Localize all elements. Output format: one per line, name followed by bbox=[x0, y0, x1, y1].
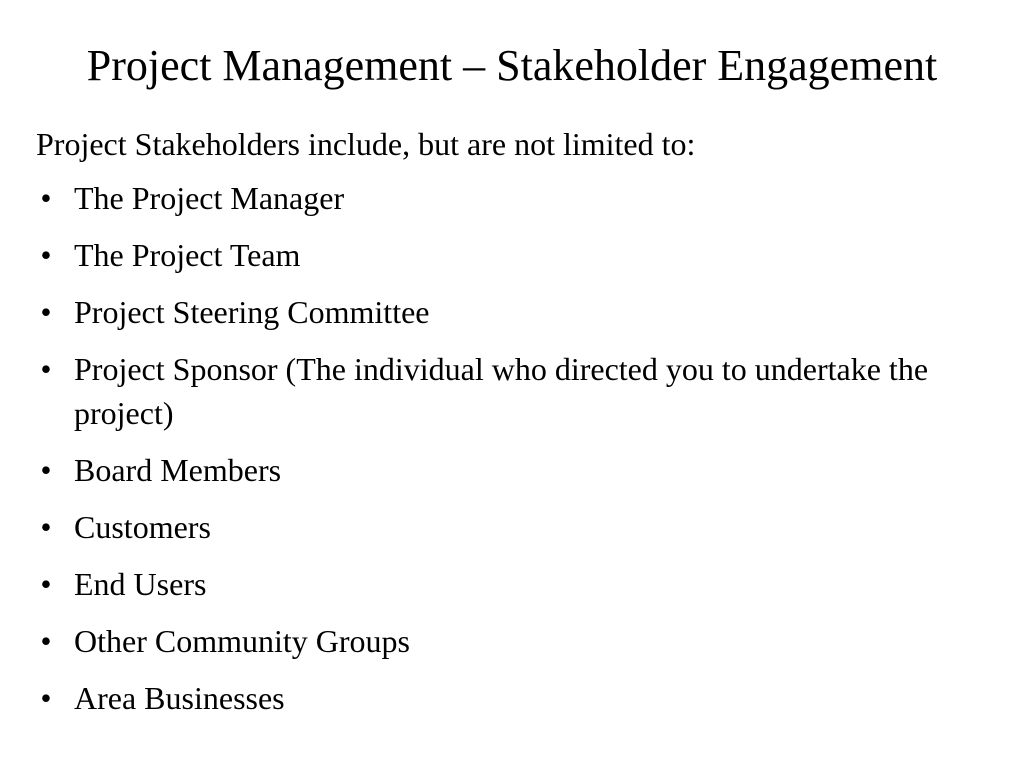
list-item bbox=[36, 347, 936, 435]
stakeholder-list bbox=[36, 176, 936, 733]
list-item-text: Area Businesses bbox=[74, 680, 285, 716]
list-item-text: Project Sponsor (The individual who directed you to undertake the project) bbox=[74, 351, 929, 431]
bullet-icon: • bbox=[40, 680, 52, 716]
bullet-icon: • bbox=[40, 452, 52, 488]
list-item bbox=[36, 619, 936, 663]
list-item-text: The Project Manager bbox=[74, 180, 345, 216]
list-item-text: Customers bbox=[74, 509, 211, 545]
slide-title: Project Management – Stakeholder Engagement bbox=[86, 41, 938, 90]
list-item bbox=[36, 448, 936, 492]
list-item-text: Other Community Groups bbox=[74, 623, 410, 659]
list-item bbox=[36, 233, 936, 277]
bullet-icon: • bbox=[40, 623, 52, 659]
list-item bbox=[36, 562, 936, 606]
bullet-icon: • bbox=[40, 294, 52, 330]
list-item-text: End Users bbox=[74, 566, 207, 602]
list-item-text: The Project Team bbox=[74, 237, 301, 273]
list-item bbox=[36, 505, 936, 549]
intro-text: Project Stakeholders include, but are not limited to: bbox=[36, 126, 696, 162]
list-item-text: Board Members bbox=[74, 452, 282, 488]
list-item bbox=[36, 290, 936, 334]
bullet-icon: • bbox=[40, 237, 52, 273]
bullet-icon: • bbox=[40, 566, 52, 602]
bullet-icon: • bbox=[40, 509, 52, 545]
bullet-icon: • bbox=[40, 351, 52, 387]
bullet-icon: • bbox=[40, 180, 52, 216]
list-item bbox=[36, 676, 936, 720]
list-item bbox=[36, 176, 936, 220]
list-item-text: Project Steering Committee bbox=[74, 294, 430, 330]
